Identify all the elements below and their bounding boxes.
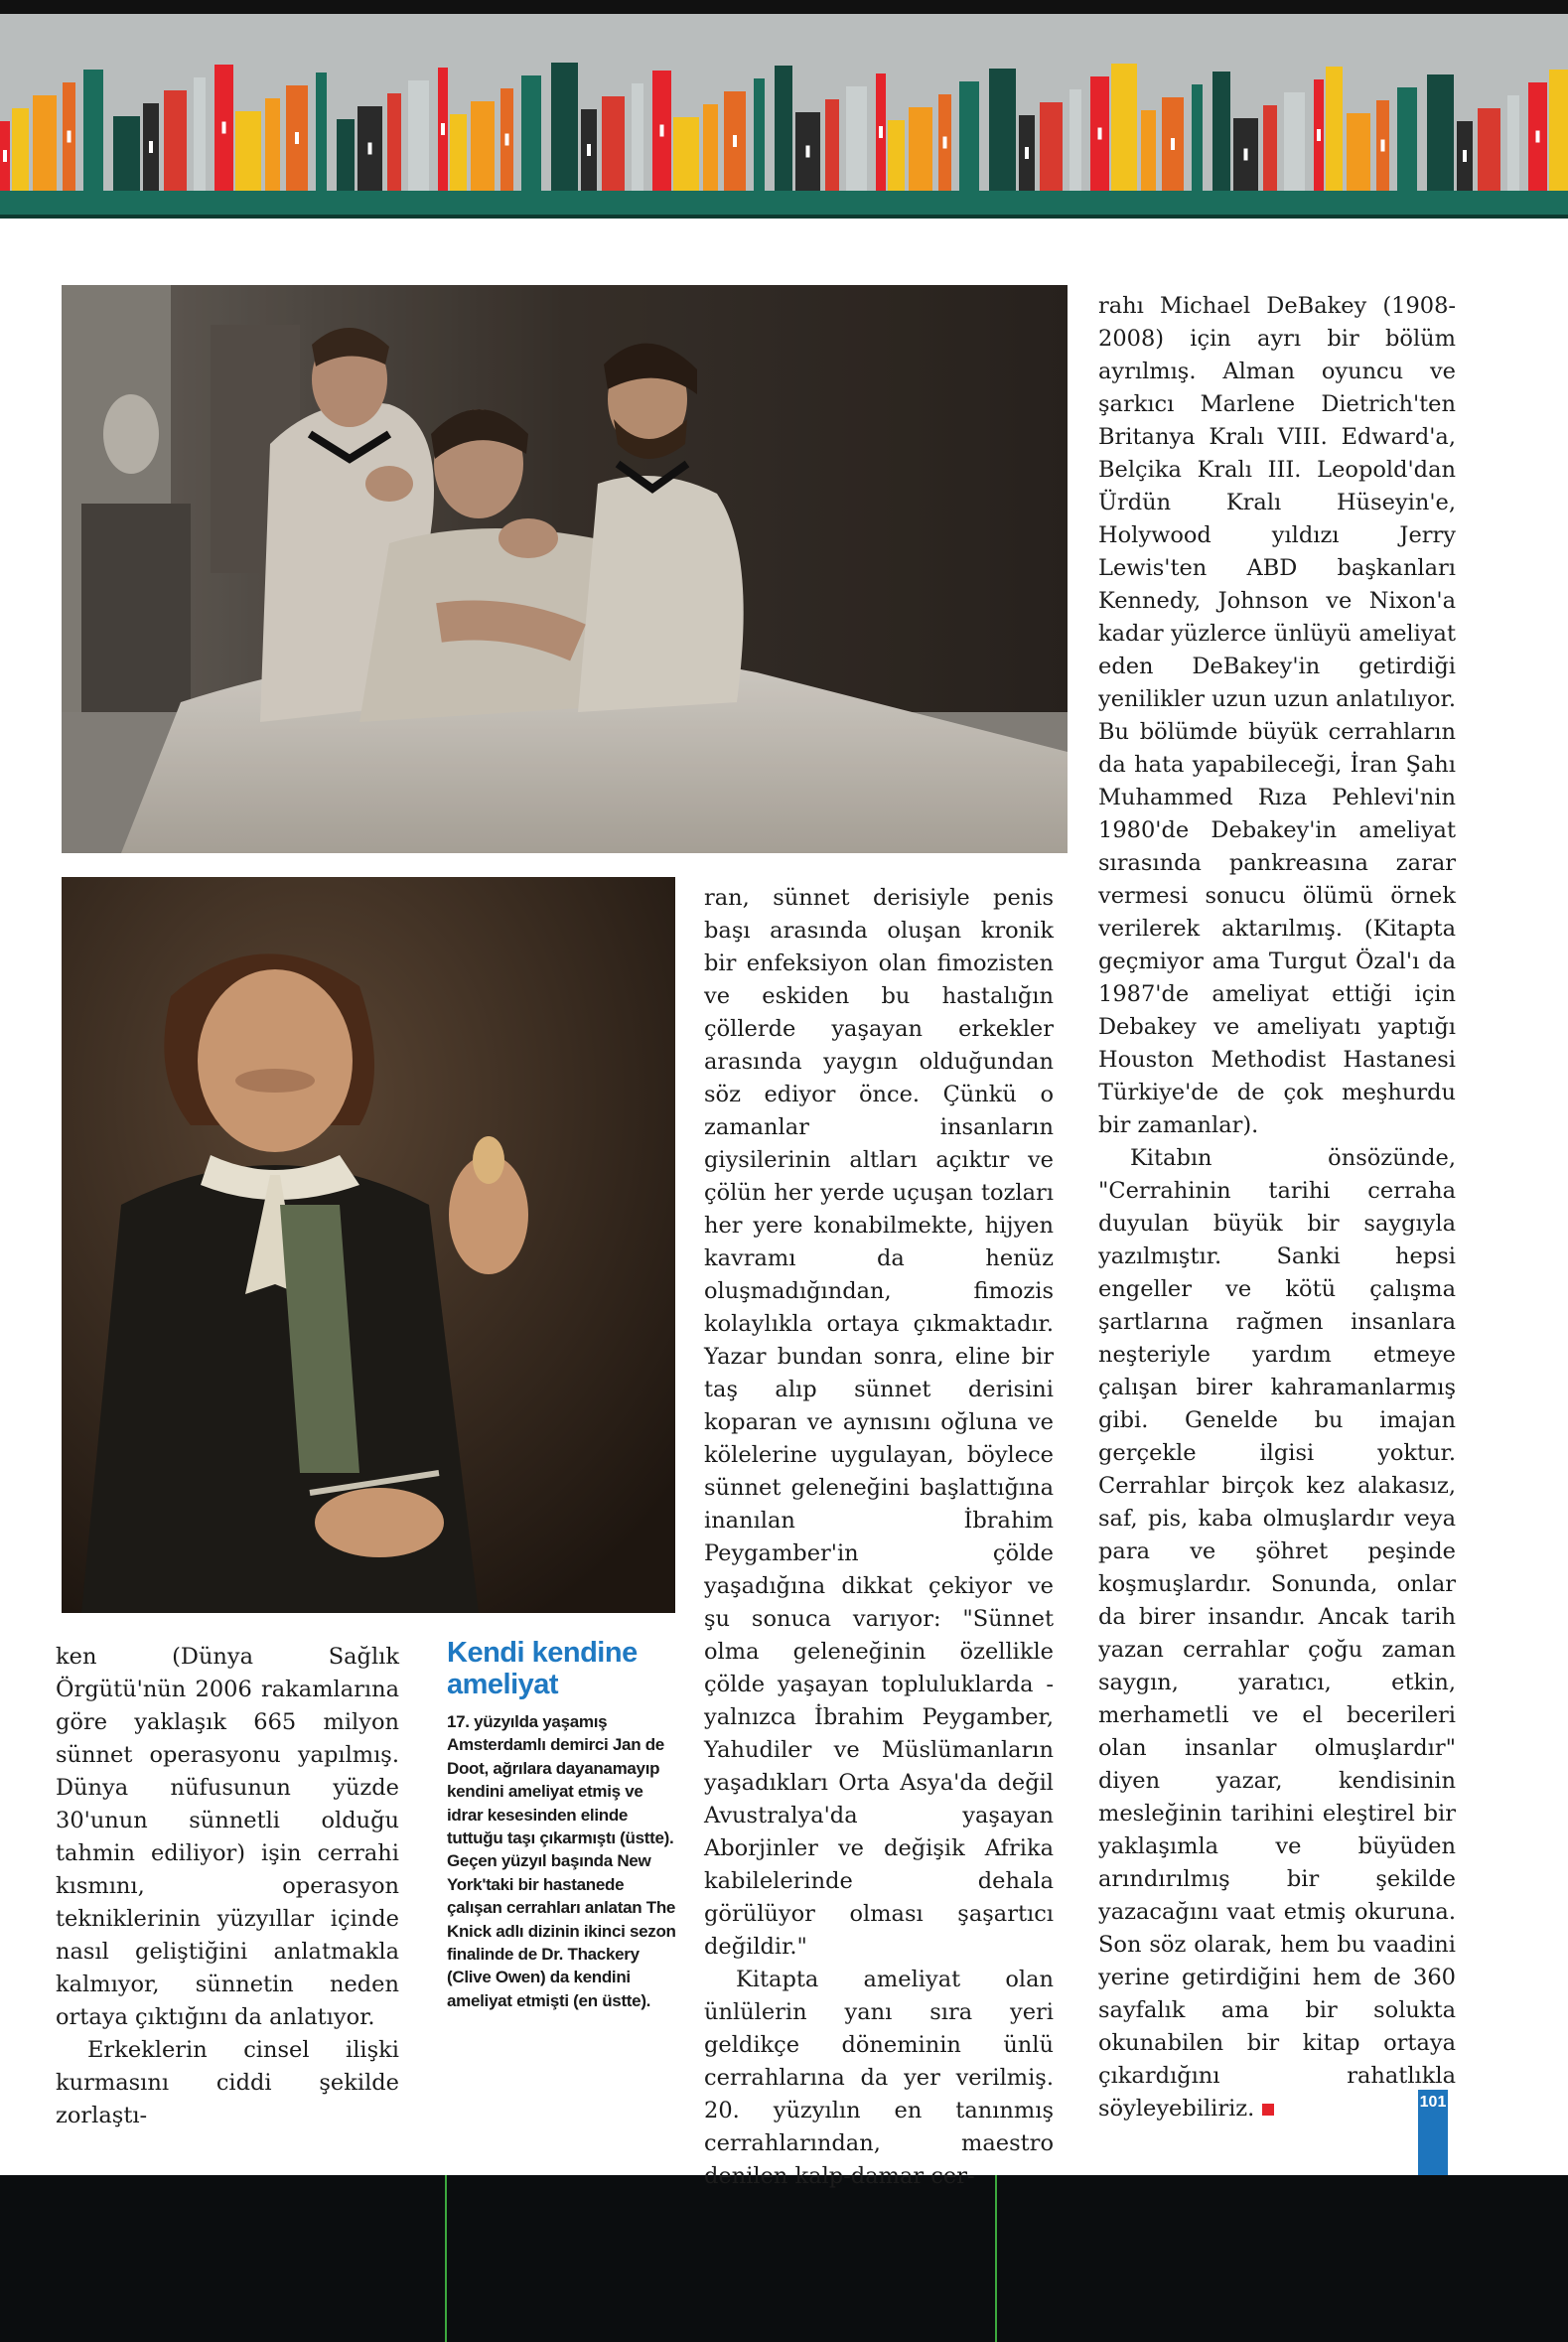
body-text-column-4 bbox=[1098, 290, 1456, 2125]
book-spine bbox=[164, 90, 187, 191]
paragraph: ken (Dünya Sağlık Örgütü'nün 2006 rakamlarına göre yaklaşık 665 milyon sünnet operasyonu yapılmış. Dünya nüfusunun yüzde 30'unun sünnetli olduğu tahmin ediliyor) işin cerrahi kısmını, operasyon tekniklerinin yüzyıllar içinde nasıl geliştiğini anlatmakla kalmıyor, sünnetin neden ortaya çıktığını da anlatıyor. bbox=[56, 1644, 399, 2030]
book-label bbox=[1463, 150, 1467, 162]
book-label bbox=[295, 132, 299, 144]
book-spine bbox=[888, 120, 905, 191]
book-spine bbox=[1141, 110, 1156, 191]
bookshelf-header bbox=[0, 14, 1568, 198]
book-label bbox=[1381, 140, 1385, 152]
book-label bbox=[1171, 138, 1175, 150]
book-label bbox=[1025, 147, 1029, 159]
paragraph: ran, sünnet derisiyle penis başı arasında oluşan kronik bir enfeksiyon olan fimozisten ve eskiden bu hastalığın çöllerde yaşayan erkekler arasında yaygın olduğundan söz ediyor önce. Çünkü o zamanlar insanların giysilerinin altları açıktır ve çölün her yerde uçuşan tozları her yere konabilmekte, hijyen kavramı da henüz oluşmadığından, fimozis kolaylıkla ortaya çıkmaktadır. Yazar bundan sonra, eline bir taş alıp sünnet derisini koparan ve aynısını oğluna ve kölelerine uygulayan, böylece sünnet geleneğini başlattığına inanılan İbrahim Peygamber'in çölde yaşadığına dikkat çekiyor ve şu sonuca varıyor: "Sünnet olma geleneğinin özellikle çölde yaşayan topluluklarda -yalnızca İbrahim Peygamber, Yahudiler ve Müslümanların yaşadıkları Orta Asya'da değil Avustralya'da yaşayan Aborjinler ve değişik Afrika kabilelerinde dehala görülüyor olması şaşartıcı değildir." bbox=[704, 885, 1054, 1960]
book-spine bbox=[673, 117, 699, 191]
book-spine bbox=[1326, 67, 1343, 191]
book-label bbox=[1317, 129, 1321, 141]
caption-title: Kendi kendine ameliyat bbox=[447, 1637, 638, 1700]
shelf-shadow bbox=[0, 215, 1568, 219]
book-label bbox=[222, 122, 226, 134]
book-spine bbox=[1507, 95, 1519, 191]
book-spine bbox=[1347, 113, 1370, 191]
book-spine bbox=[33, 95, 57, 191]
book-spine bbox=[408, 80, 429, 191]
paragraph: rahı Michael DeBakey (1908-2008) için ayrı bir bölüm ayrılmış. Alman oyuncu ve şarkıcı Marlene Dietrich'ten Britanya Kralı VIII. Edward'a, Belçika Kralı III. Leopold'dan Ürdün Kralı Hüseyin'e, Holywood yıldızı Jerry Lewis'ten ABD başkanları Kennedy, Johnson ve Nixon'a kadar yüzlerce ünlüyü ameliyat eden DeBakey'in getirdiği yenilikler uzun uzun anlatılıyor. Bu bölümde büyük cerrahların da hata yapabileceği, İran Şahı Muhammed Rıza Pehlevi'nin 1980'de Debakey'in ameliyat sırasında pankreasına zarar vermesi sonucu ölümü örnek verilerek aktarılmış. (Kitapta geçmiyor ama Turgut Özal'ı da 1987'de ameliyat ettiği için Debakey ve ameliyatı yaptığı Houston Methodist Hastanesi Türkiye'de de çok meşhurdu bir zamanlar). bbox=[1098, 293, 1456, 1138]
book-label bbox=[149, 141, 153, 153]
top-border bbox=[0, 0, 1568, 14]
shelf-edge bbox=[0, 191, 1568, 215]
scan-artifact-line bbox=[445, 2175, 447, 2342]
book-spine bbox=[1069, 89, 1081, 191]
page-number: 101 bbox=[1418, 2090, 1448, 2175]
historical-portrait-painting bbox=[62, 877, 675, 1613]
book-spine bbox=[1263, 105, 1277, 191]
book-label bbox=[68, 131, 71, 143]
book-label bbox=[1098, 128, 1102, 140]
book-label bbox=[587, 144, 591, 156]
book-label bbox=[879, 126, 883, 138]
book-spine bbox=[113, 116, 140, 191]
bookshelf-illustration-icon bbox=[0, 14, 1568, 198]
book-spine bbox=[846, 86, 867, 191]
body-text-column-3 bbox=[704, 882, 1054, 2193]
book-spine bbox=[1284, 92, 1305, 191]
book-spine bbox=[775, 66, 792, 191]
book-spine bbox=[989, 69, 1016, 191]
book-spine bbox=[12, 108, 29, 191]
book-spine bbox=[1212, 72, 1230, 191]
book-spine bbox=[754, 78, 765, 191]
paragraph-text: Kitabın önsözünde, "Cerrahinin tarihi cerraha duyulan büyük bir saygıyla yazılmıştır. Sanki hepsi engeller ve kötü çalışma şartlarına rağmen insanlara neşteriyle yardım etmeye çalışan birer kahramanlarmış gibi. Genelde bu imajan gerçekle ilgisi yoktur. Cerrahlar birçok kez alakasız, saf, pis, kaba olmuşlardır veya para ve şöhret peşinde koşmuşlardır. Sonunda, onlar da birer insandır. Ancak tarih yazan cerrahlar çoğu zaman saygın, yaratıcı, etkin, merhametli ve el becerileri olan insanlar olmuşlardır" diyen yazar, kendisinin mesleğinin tarihini eleştirel bir yaklaşımla ve büyüden arındırılmış bir şekilde yazacağını vaat etmiş okuruna. Son söz olarak, hem bu vaadini yerine getirdiğini hem de 360 sayfalık ama bir solukta okunabilen bir kitap ortaya çıkardığını rahatlıkla söyleyebiliriz. bbox=[1098, 1145, 1456, 2122]
book-spine bbox=[959, 81, 979, 191]
paragraph bbox=[1098, 1142, 1456, 2125]
scan-artifact-line bbox=[995, 2175, 997, 2342]
book-spine bbox=[909, 107, 932, 191]
book-spine bbox=[632, 83, 643, 191]
book-spine bbox=[551, 63, 578, 191]
book-spine bbox=[471, 101, 495, 191]
paragraph: Kitapta ameliyat olan ünlülerin yanı sıra yeri geldikçe döneminin ünlü cerrahlarına da yer verilmiş. 20. yüzyılın en tanınmış cerrahlarından, maestro denilen kalp-damar cer- bbox=[704, 1967, 1054, 2189]
book-spine bbox=[703, 104, 718, 191]
surgery-scene-photo bbox=[62, 285, 1068, 853]
book-label bbox=[441, 123, 445, 135]
book-spine bbox=[1111, 64, 1137, 191]
book-label bbox=[660, 125, 664, 137]
book-spine bbox=[1549, 70, 1568, 191]
book-spine bbox=[1427, 74, 1454, 191]
book-spine bbox=[602, 96, 625, 191]
book-spine bbox=[235, 111, 261, 191]
body-text-column-1 bbox=[56, 1641, 399, 2132]
book-spine bbox=[194, 77, 206, 191]
book-spine bbox=[83, 70, 103, 191]
book-label bbox=[1244, 149, 1248, 161]
caption-text: 17. yüzyılda yaşamış Amsterdamlı demirci Jan de Doot, ağrılara dayanamayıp kendini ameliyat etmiş ve idrar kesesinden elinde tuttuğu taşı çıkarmıştı (üstte). Geçen yüzyıl başında New York'taki bir hastanede çalışan cerrahları anlatan The Knick adlı dizinin ikinci sezon finalinde de Dr. Thackery (Clive Owen) da kendini ameliyat etmişti (en üstte). bbox=[447, 1712, 676, 2010]
book-label bbox=[733, 135, 737, 147]
book-label bbox=[806, 146, 810, 158]
book-spine bbox=[1478, 108, 1500, 191]
book-label bbox=[943, 137, 947, 149]
photo-caption-sidebar bbox=[447, 1637, 677, 2012]
book-label bbox=[368, 143, 372, 155]
book-label bbox=[505, 134, 509, 146]
book-spine bbox=[316, 73, 327, 191]
book-spine bbox=[825, 99, 839, 191]
book-label bbox=[3, 150, 7, 162]
paragraph: Erkeklerin cinsel ilişki kurmasını ciddi şekilde zorlaştı- bbox=[56, 2037, 399, 2128]
book-spine bbox=[521, 75, 541, 191]
book-spine bbox=[450, 114, 467, 191]
book-label bbox=[1536, 131, 1540, 143]
book-spine bbox=[265, 98, 280, 191]
book-spine bbox=[1397, 87, 1417, 191]
book-spine bbox=[1040, 102, 1063, 191]
book-spine bbox=[1192, 84, 1203, 191]
book-spine bbox=[337, 119, 355, 191]
book-spine bbox=[387, 93, 401, 191]
end-of-article-icon bbox=[1262, 2104, 1274, 2116]
